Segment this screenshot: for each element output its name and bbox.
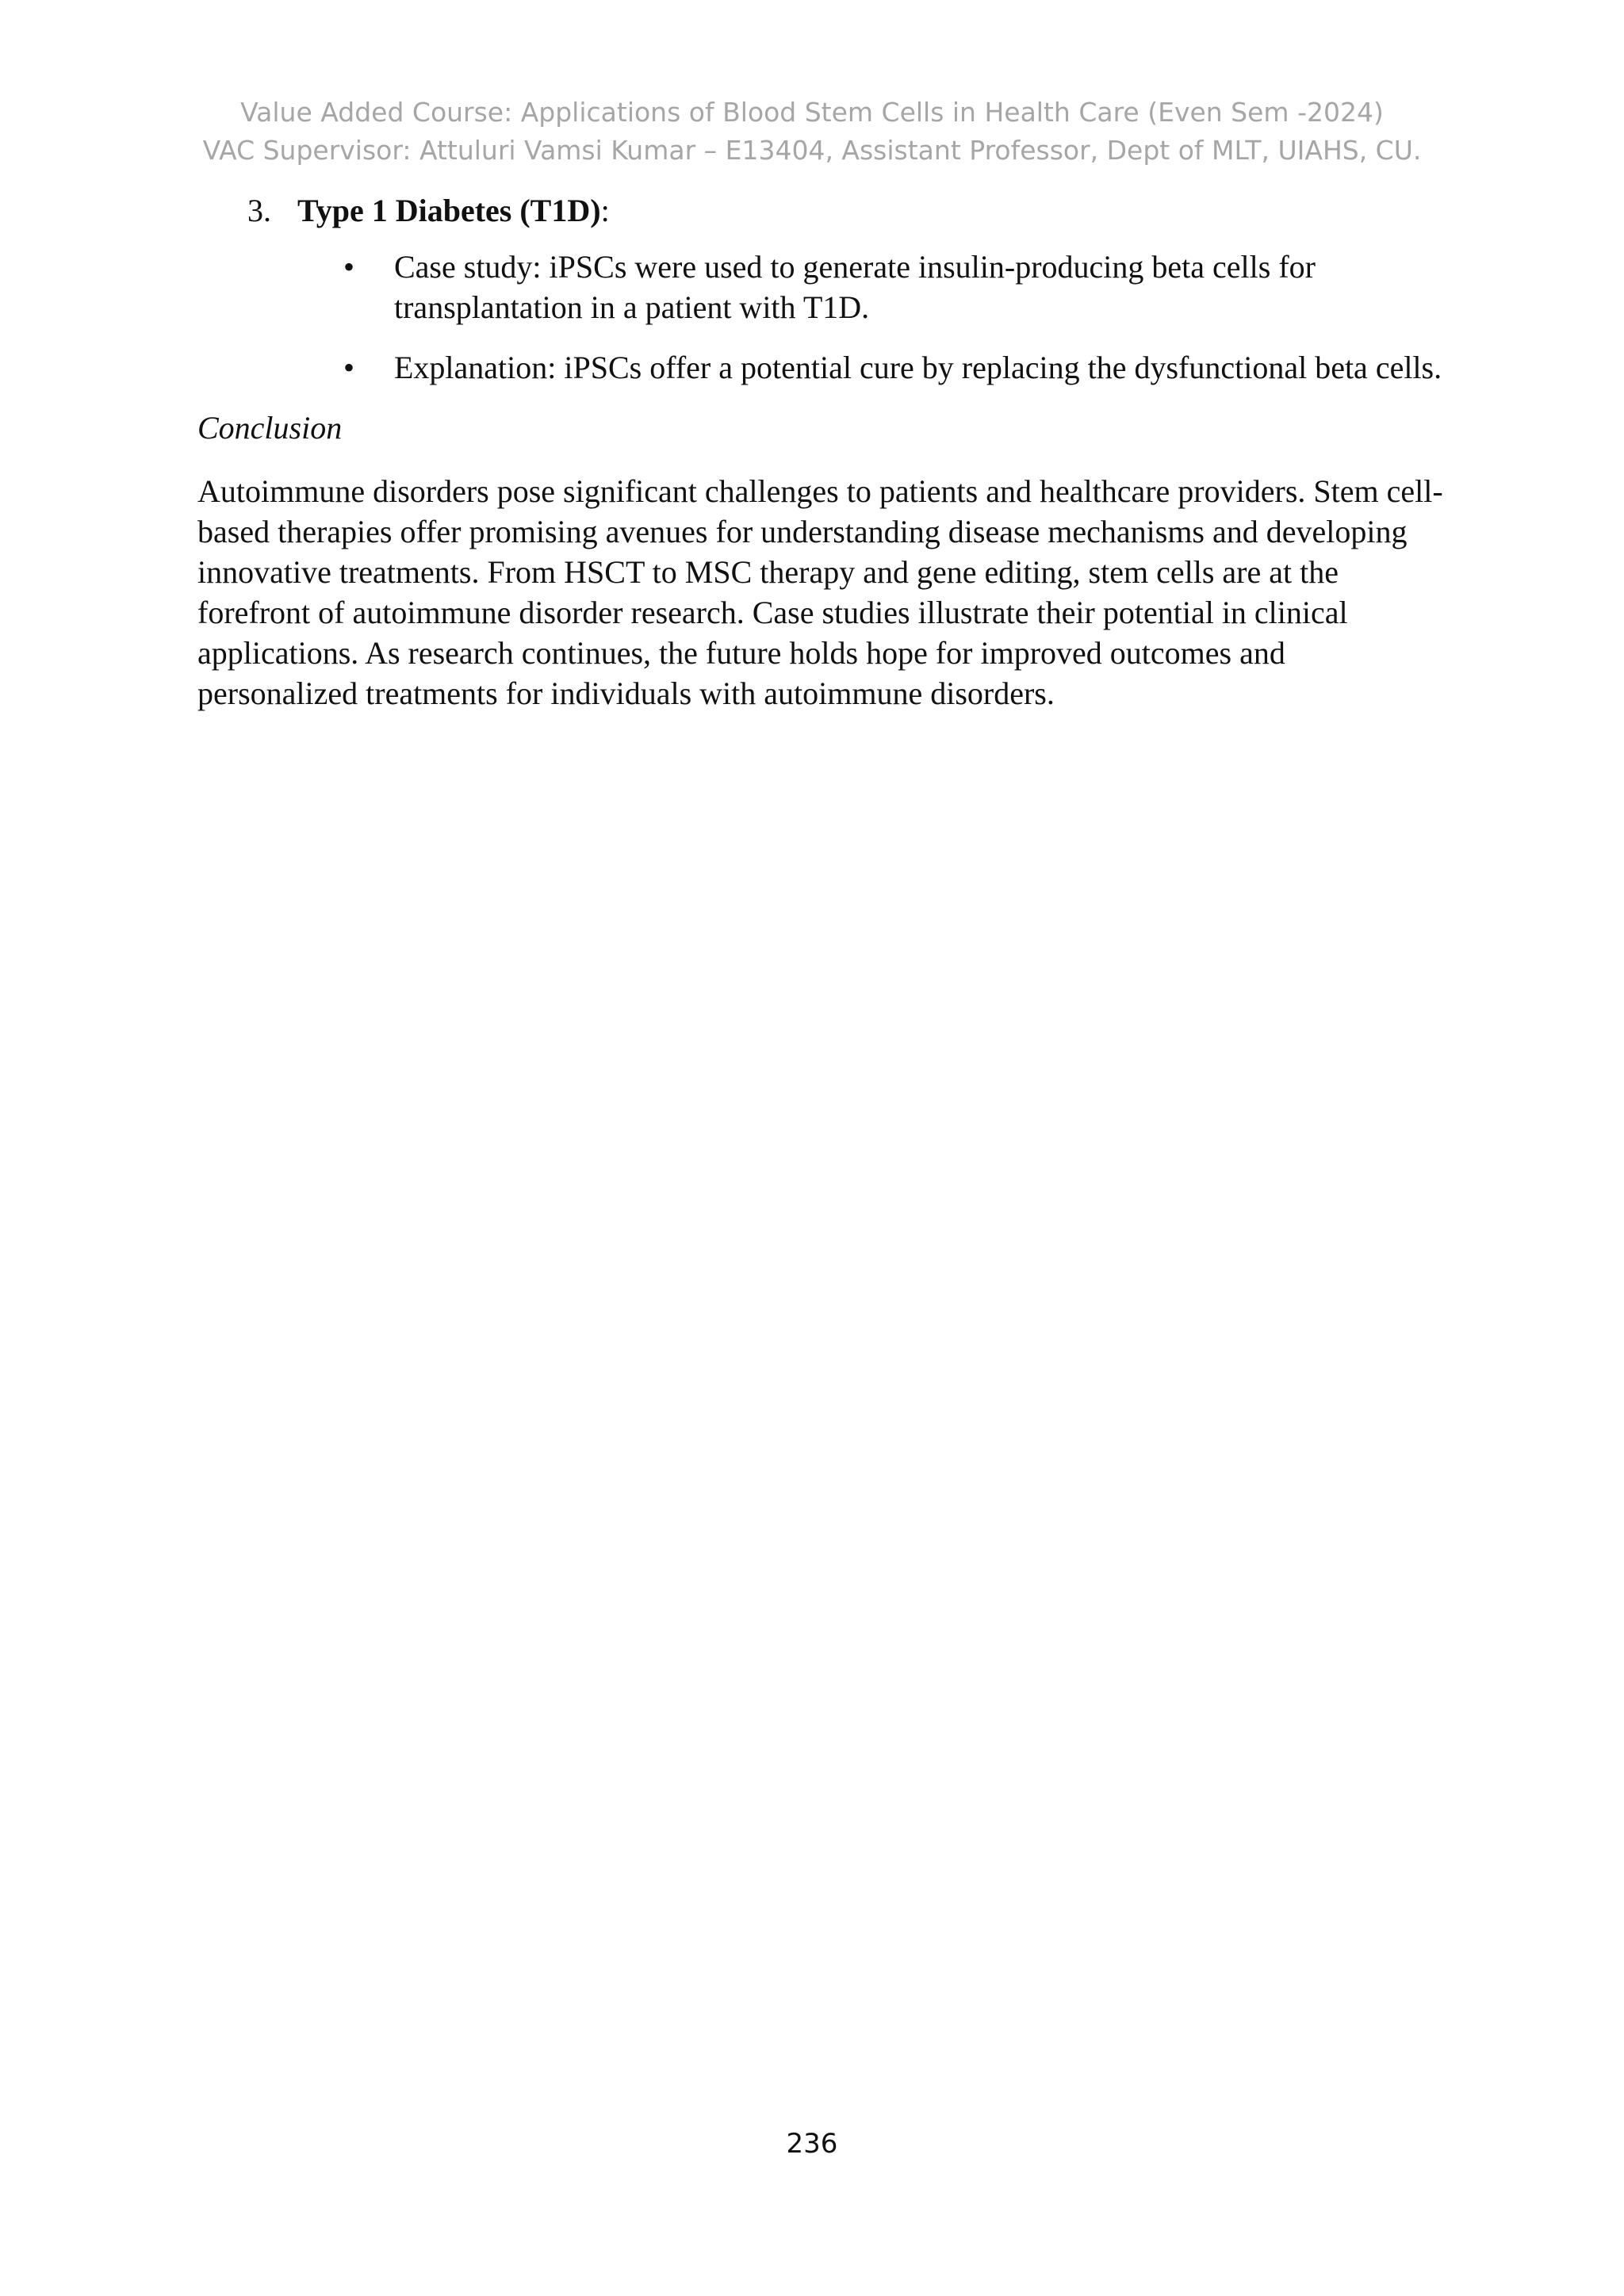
page-header (0, 94, 1624, 170)
page-number: 236 (786, 2128, 838, 2160)
page-content (197, 190, 1450, 714)
bullet-icon: • (343, 249, 355, 285)
conclusion-heading: Conclusion (197, 410, 343, 446)
item-title: Type 1 Diabetes (T1D) (297, 193, 601, 228)
item-title-suffix: : (600, 193, 610, 228)
list-item-text: Explanation: iPSCs offer a potential cure by replacing the dysfunctional beta cells. (394, 350, 1442, 385)
numbered-item-type1-diabetes (247, 190, 1450, 231)
conclusion-paragraph: Autoimmune disorders pose significant challenges to patients and healthcare providers. Stem cell-based therapies offer promising avenues for understanding disease mechanisms and developing innovative treatments. From HSCT to MSC therapy and gene editing, stem cells are at the forefront of autoimmune disorder research. Case studies illustrate their potential in clinical applications. As research continues, the future holds hope for improved outcomes and personalized treatments for individuals with autoimmune disorders. (197, 473, 1443, 711)
list-item (197, 247, 1450, 327)
bullet-icon: • (343, 350, 355, 385)
list-item (197, 347, 1450, 388)
item-heading (297, 190, 610, 231)
item-number: 3. (247, 193, 271, 228)
list-item-text: Case study: iPSCs were used to generate insulin-producing beta cells for transplantation in a patient with T1D. (394, 249, 1316, 325)
bullet-list (197, 247, 1450, 388)
header-supervisor: VAC Supervisor: Attuluri Vamsi Kumar – E13404, Assistant Professor, Dept of MLT, UIAHS, CU. (202, 135, 1422, 166)
header-course-title: Value Added Course: Applications of Blood Stem Cells in Health Care (Even Sem -2024) (240, 97, 1384, 128)
